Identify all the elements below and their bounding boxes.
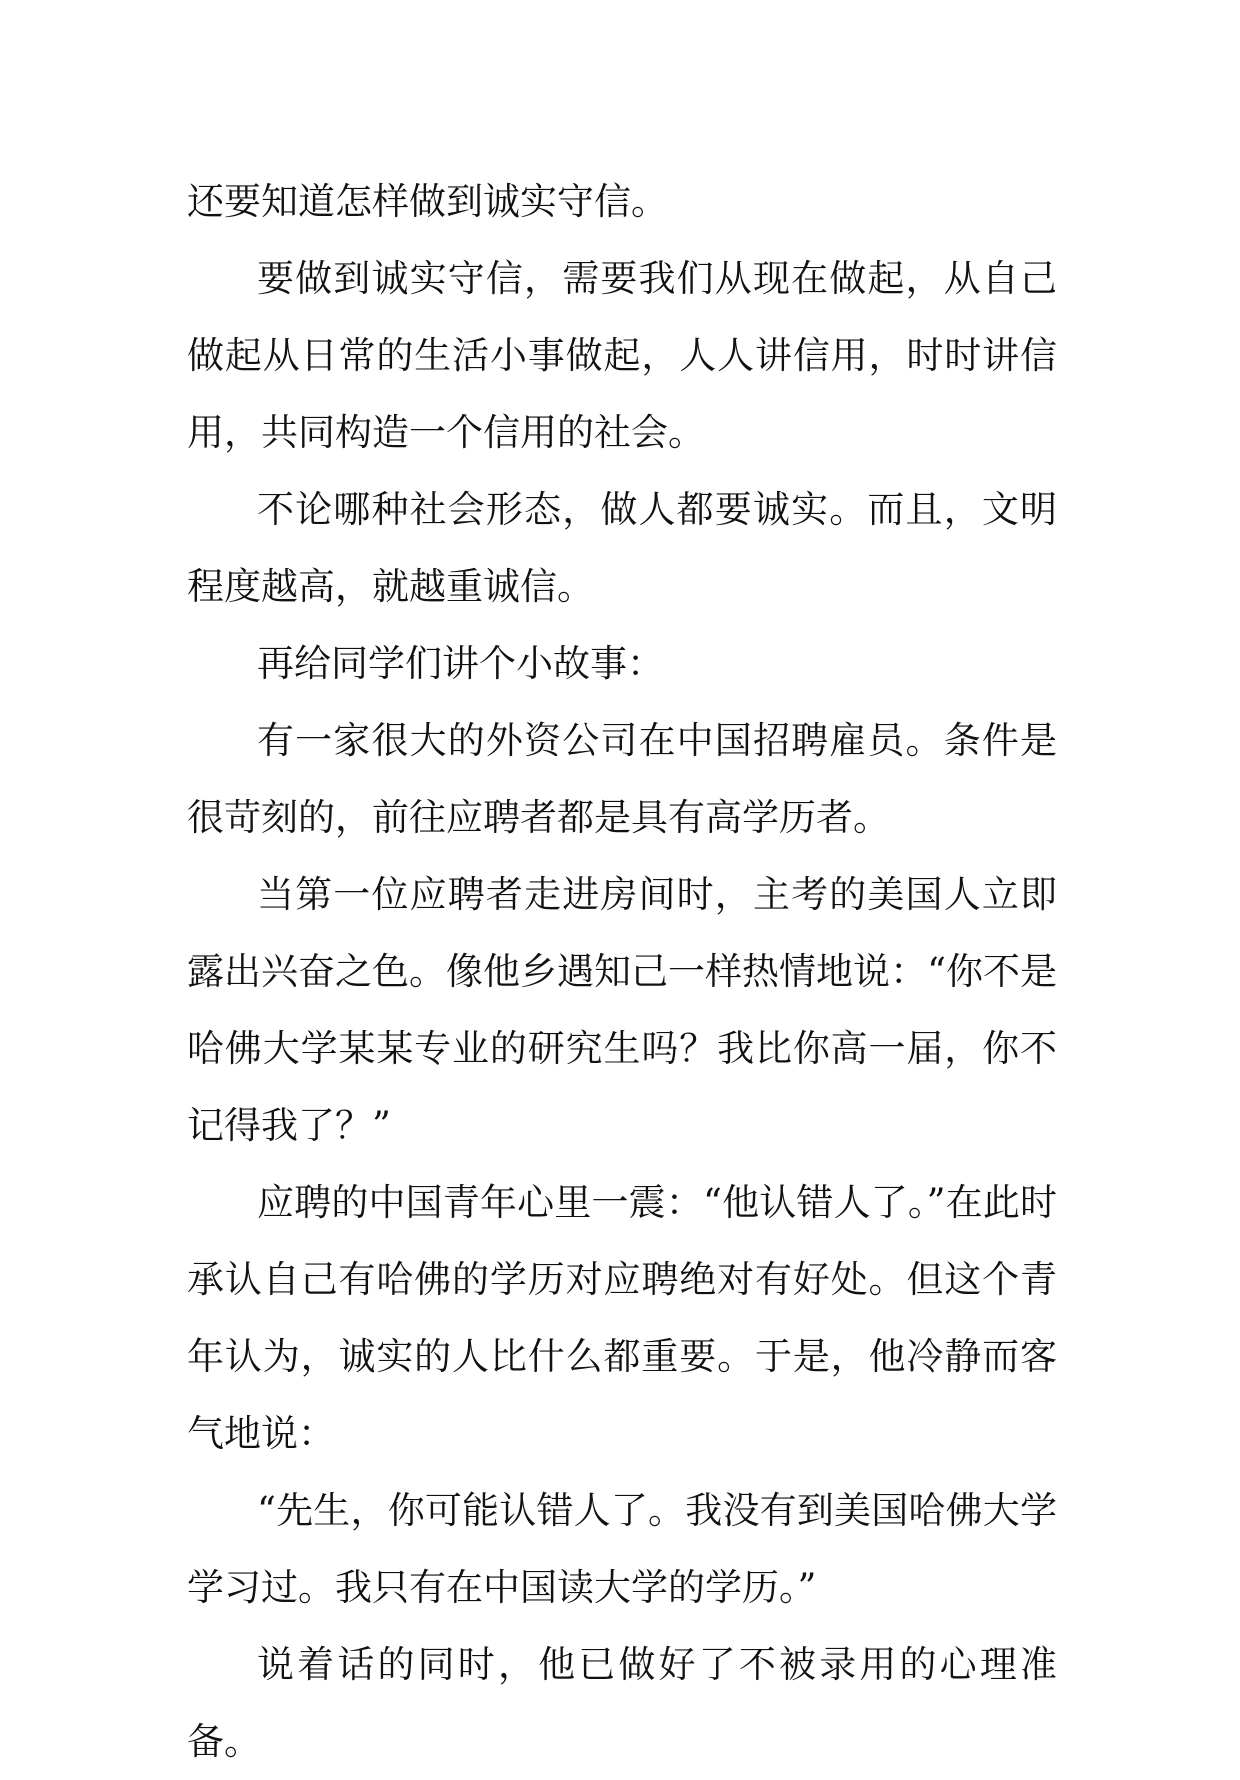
document-body <box>187 163 1057 1780</box>
paragraph-6: 当第一位应聘者走进房间时，主考的美国人立即露出兴奋之色。像他乡遇知己一样热情地说：“你不是哈佛大学某某专业的研究生吗？我比你高一届，你不记得我了？” <box>187 873 1057 1147</box>
paragraph-2: 要做到诚实守信，需要我们从现在做起，从自己做起从日常的生活小事做起，人人讲信用，时时讲信用，共同构造一个信用的社会。 <box>187 257 1057 454</box>
paragraph-8: “先生，你可能认错人了。我没有到美国哈佛大学学习过。我只有在中国读大学的学历。” <box>187 1489 1057 1609</box>
paragraph-3: 不论哪种社会形态，做人都要诚实。而且，文明程度越高，就越重诚信。 <box>187 488 1057 608</box>
paragraph-9: 说着话的同时，他已做好了不被录用的心理准备。 <box>187 1643 1057 1763</box>
paragraph-1: 还要知道怎样做到诚实守信。 <box>187 180 668 223</box>
paragraph-5: 有一家很大的外资公司在中国招聘雇员。条件是很苛刻的，前往应聘者都是具有高学历者。 <box>187 719 1057 839</box>
paragraph-4: 再给同学们讲个小故事： <box>257 642 664 685</box>
paragraph-7: 应聘的中国青年心里一震：“他认错人了。”在此时承认自己有哈佛的学历对应聘绝对有好处。但这个青年认为，诚实的人比什么都重要。于是，他冷静而客气地说： <box>187 1181 1057 1455</box>
